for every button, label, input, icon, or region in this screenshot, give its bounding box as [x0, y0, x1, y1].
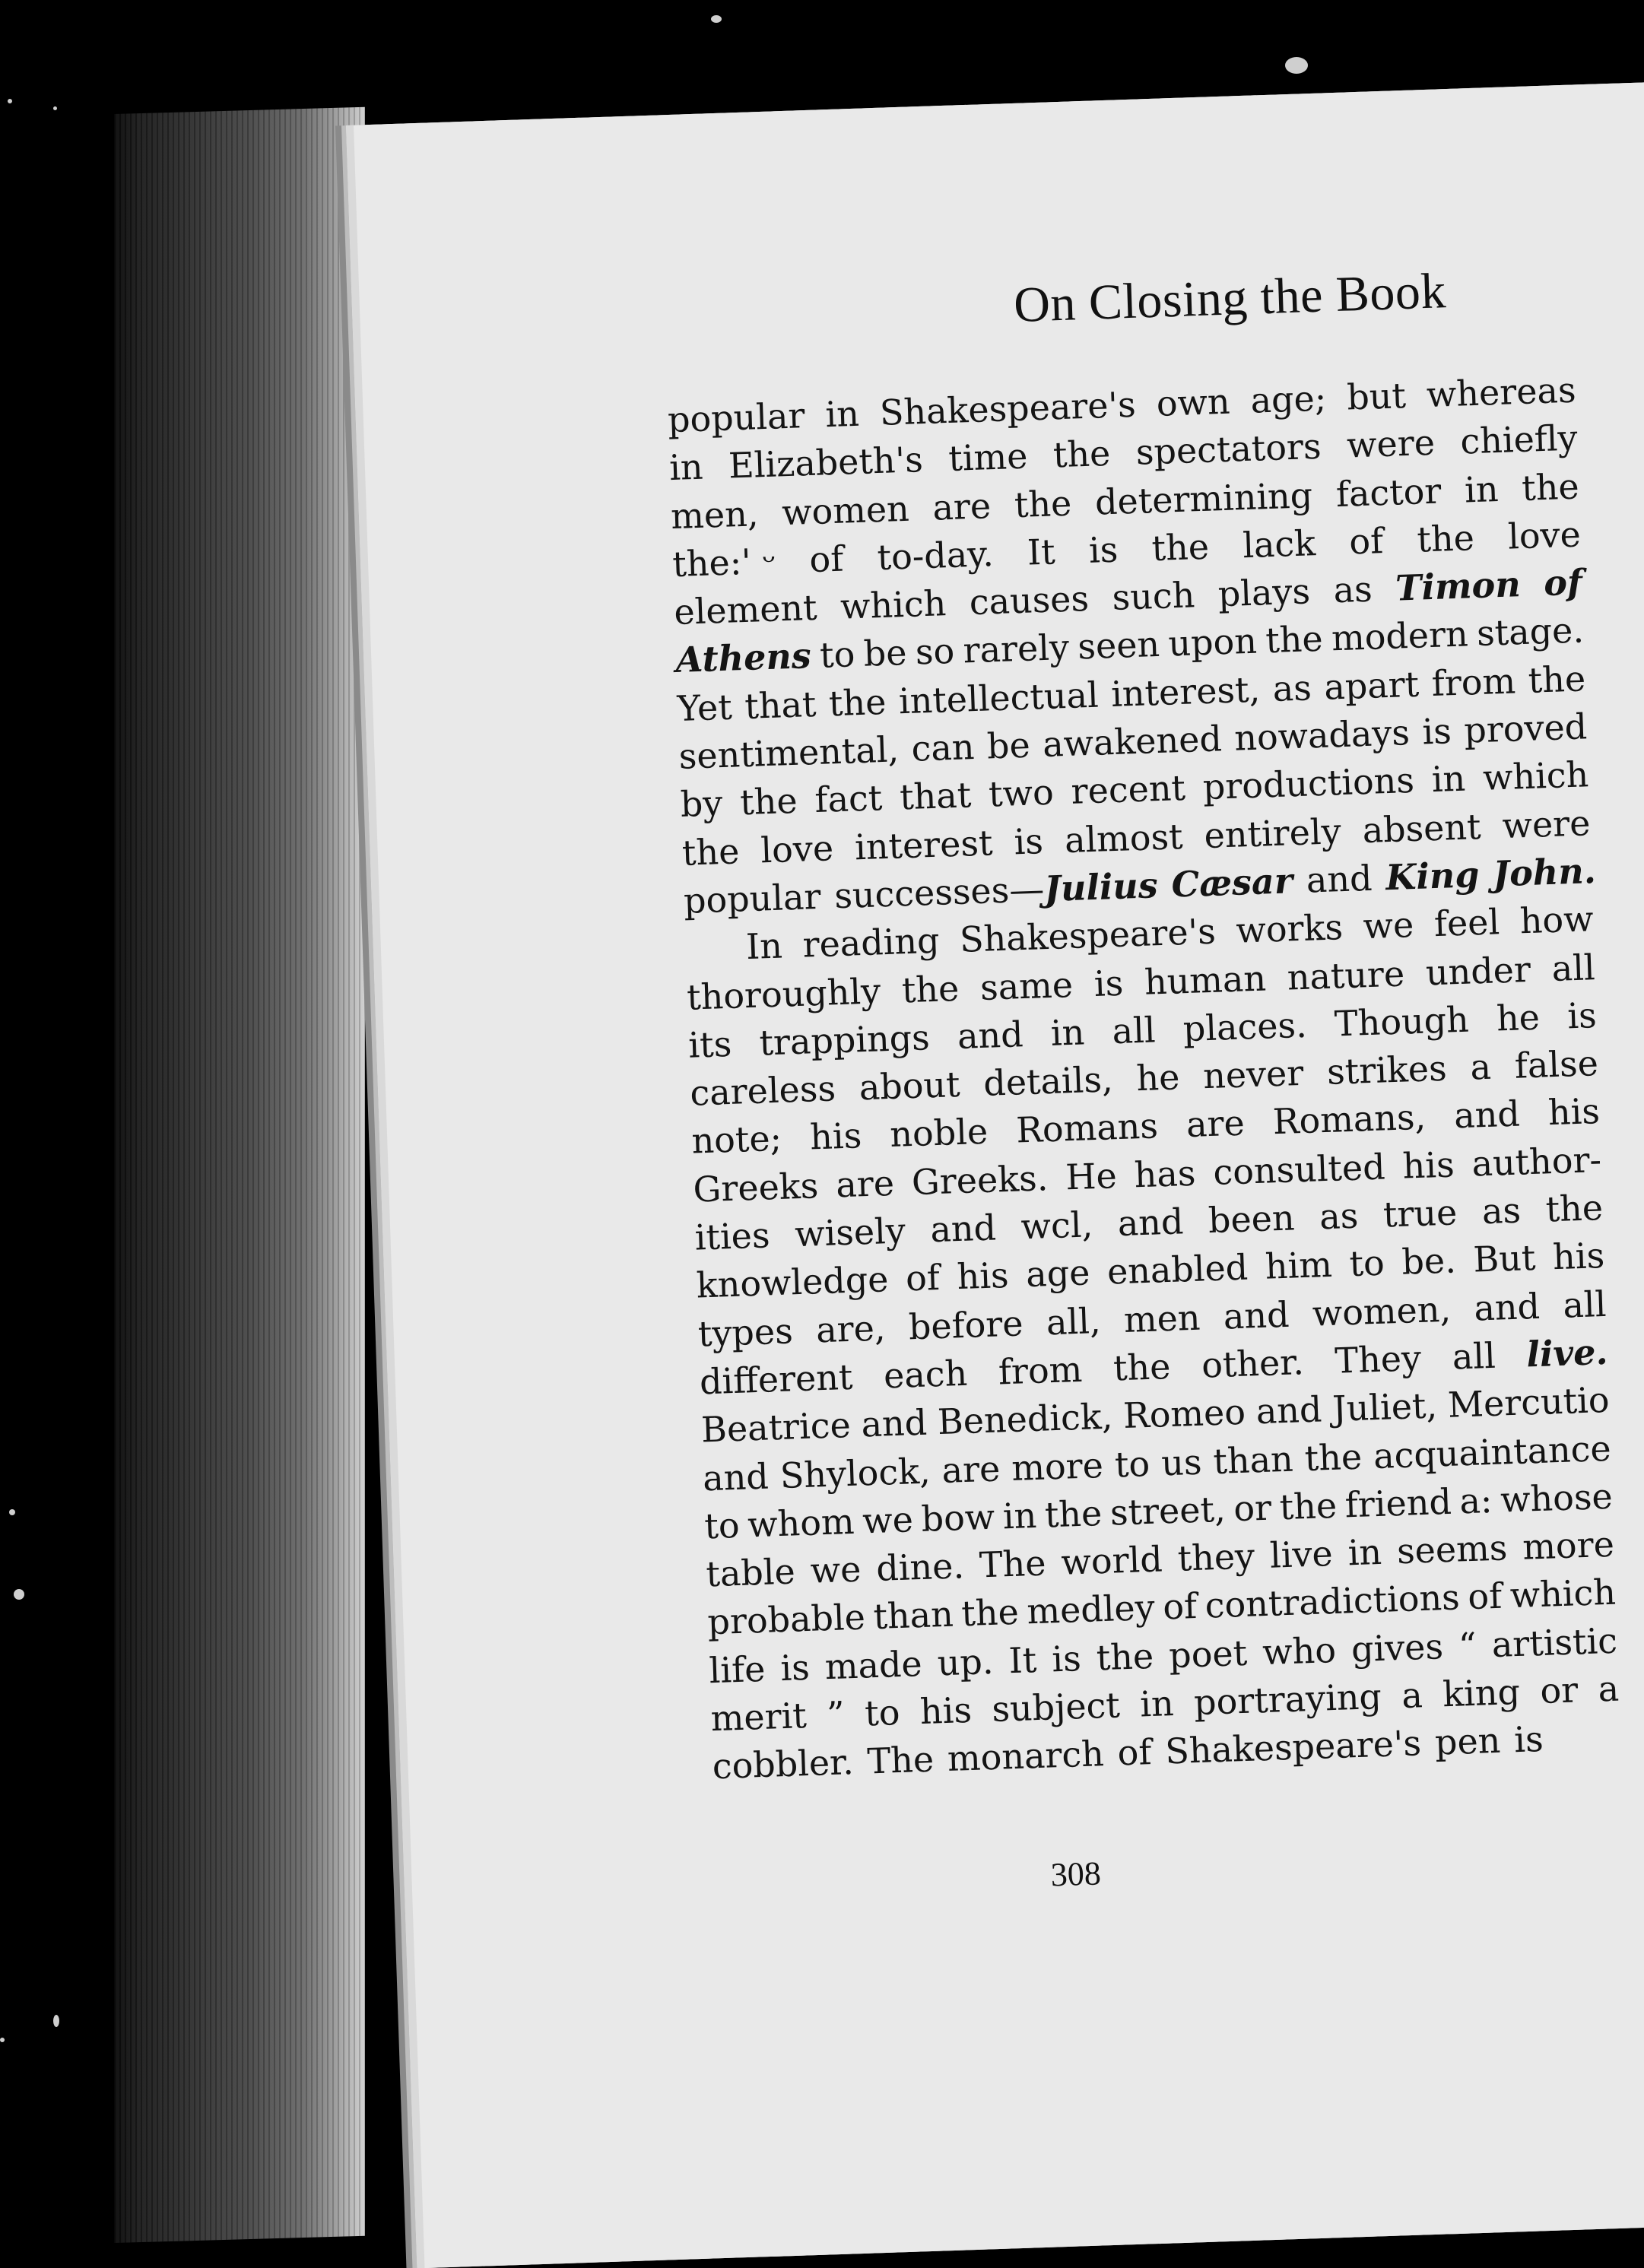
word: his — [1401, 1144, 1455, 1187]
word: subject — [991, 1684, 1121, 1730]
word: the — [739, 780, 798, 823]
word: which — [839, 582, 947, 627]
word: but — [1346, 374, 1407, 418]
word: a: — [1458, 1479, 1493, 1522]
word: be — [986, 724, 1031, 767]
word: interest, — [1110, 668, 1261, 715]
word: same — [979, 963, 1074, 1008]
word: they — [1176, 1535, 1255, 1579]
word: live — [1269, 1533, 1334, 1576]
word: types — [697, 1310, 794, 1355]
word: probable — [706, 1596, 866, 1643]
word: which — [1482, 753, 1590, 799]
word: note; — [690, 1118, 782, 1163]
word: sentimental, — [678, 728, 900, 778]
word: popular — [667, 395, 806, 441]
word: strikes — [1326, 1047, 1448, 1093]
word: who — [1262, 1629, 1337, 1673]
word: is — [1088, 528, 1119, 571]
word: poet — [1168, 1632, 1248, 1676]
word: table — [705, 1550, 796, 1595]
word: the — [1044, 1492, 1103, 1536]
word: of — [1543, 561, 1583, 604]
word: the — [1544, 1187, 1604, 1230]
word: we — [1362, 904, 1415, 947]
word: absent — [1361, 805, 1482, 851]
word: his — [956, 1255, 1010, 1298]
word: and — [1255, 1388, 1323, 1432]
word: consulted — [1212, 1146, 1386, 1193]
word: feel — [1433, 901, 1500, 945]
word: successes—Julius — [833, 864, 1159, 917]
word: as — [1481, 1189, 1522, 1232]
word: productions — [1201, 760, 1415, 808]
word: The — [979, 1542, 1047, 1586]
word: love — [760, 826, 834, 871]
word: Shakespeare's — [959, 910, 1217, 961]
word: live. — [1525, 1331, 1609, 1375]
word: awakened — [1042, 718, 1223, 766]
word: own — [1155, 380, 1231, 424]
word: a — [1469, 1045, 1492, 1088]
word: Elizabeth's — [728, 439, 924, 487]
word: and — [1222, 1293, 1290, 1337]
word: King — [1385, 854, 1481, 899]
word: Romans — [1015, 1105, 1159, 1151]
word: is — [1013, 820, 1044, 863]
word: which — [1509, 1572, 1617, 1616]
word: ities — [693, 1214, 771, 1258]
word: are — [941, 1447, 1001, 1491]
word: monarch — [947, 1733, 1105, 1780]
word: modern — [1331, 613, 1469, 659]
word: true — [1382, 1191, 1458, 1236]
word: street, — [1109, 1488, 1227, 1534]
word: contradictions — [1204, 1576, 1461, 1627]
word: the — [1527, 658, 1586, 701]
word: in — [824, 392, 860, 436]
word: women — [781, 487, 910, 533]
word: noble — [889, 1111, 989, 1156]
word: is — [1566, 994, 1598, 1037]
word: in — [1347, 1531, 1382, 1574]
word: Juliet, — [1331, 1385, 1438, 1430]
word: are — [931, 484, 992, 528]
word: to — [819, 633, 856, 677]
word: or — [1539, 1669, 1579, 1712]
word: love — [1507, 513, 1582, 557]
book-page-edges — [114, 107, 365, 2243]
word: He — [1065, 1154, 1118, 1198]
word: are — [1185, 1102, 1246, 1146]
running-head: On Closing the Book — [1013, 263, 1447, 333]
word: all — [1451, 1334, 1496, 1378]
word: him — [1264, 1244, 1333, 1288]
word: causes — [968, 578, 1090, 623]
word: two — [988, 772, 1055, 815]
word: its — [687, 1023, 733, 1066]
word: men, — [670, 492, 760, 537]
word: places. — [1182, 1004, 1308, 1049]
word: Though — [1334, 998, 1470, 1045]
word: never — [1202, 1052, 1305, 1097]
word: from — [998, 1348, 1084, 1393]
word: made — [824, 1642, 923, 1687]
word: each — [883, 1352, 969, 1397]
word: whom — [747, 1500, 855, 1546]
word: of — [1348, 519, 1384, 563]
word: be. — [1401, 1239, 1457, 1283]
word: of — [1162, 1585, 1198, 1628]
word: the — [960, 1591, 1020, 1635]
word: to — [703, 1504, 741, 1547]
word: in — [1050, 1011, 1086, 1054]
word: age; — [1249, 377, 1328, 421]
word: and — [957, 1013, 1024, 1057]
word: ” — [826, 1693, 846, 1736]
word: whereas — [1426, 369, 1577, 416]
word: is — [1421, 710, 1452, 753]
word: Romans, — [1271, 1096, 1427, 1143]
word: is — [1513, 1718, 1544, 1761]
word: as — [1332, 568, 1373, 611]
word: nowadays — [1233, 712, 1411, 759]
word: of — [1467, 1575, 1503, 1618]
word: time — [947, 435, 1029, 480]
word: were — [1501, 801, 1592, 846]
word: we — [809, 1548, 862, 1591]
word: seems — [1396, 1527, 1509, 1572]
word: Shakespeare's — [1164, 1722, 1422, 1772]
word: of — [1116, 1731, 1153, 1774]
word: Shakespeare's — [879, 383, 1137, 433]
word: dine. — [875, 1545, 965, 1590]
scan-speck — [14, 1589, 24, 1600]
word: determining — [1094, 474, 1313, 523]
word: men — [1123, 1296, 1201, 1340]
word: the — [828, 680, 887, 725]
word: reading — [801, 919, 941, 966]
word: Cæsar — [1170, 860, 1293, 906]
word: a — [1401, 1674, 1423, 1717]
word: all — [1562, 1283, 1608, 1326]
word: John. — [1492, 850, 1597, 895]
word: of — [808, 538, 845, 580]
word: author- — [1471, 1138, 1602, 1185]
word: artistic — [1490, 1619, 1618, 1665]
word: Greeks — [692, 1164, 820, 1210]
word: details, — [982, 1058, 1114, 1105]
word: gives — [1350, 1625, 1444, 1670]
word: how — [1519, 898, 1595, 942]
word: proved — [1463, 706, 1588, 751]
word: in — [1139, 1683, 1175, 1725]
word: that — [744, 683, 817, 727]
word: we — [862, 1499, 914, 1542]
word: the — [1265, 618, 1324, 661]
word: different — [699, 1356, 854, 1403]
word: popular — [683, 875, 822, 921]
word: the — [1416, 517, 1475, 560]
word: the — [681, 830, 741, 874]
word: so — [914, 630, 956, 674]
word: It — [1027, 531, 1056, 573]
word: wisely — [794, 1210, 906, 1255]
word: up. — [936, 1640, 995, 1684]
word: seen — [1077, 623, 1160, 668]
word: before — [908, 1302, 1024, 1347]
word: whose — [1500, 1475, 1614, 1521]
word: Yet — [676, 686, 733, 729]
word: rarely — [962, 626, 1070, 671]
word: a — [1597, 1667, 1620, 1710]
word: cobbler. — [711, 1741, 855, 1787]
word: to — [1348, 1242, 1385, 1285]
word: under — [1425, 948, 1531, 994]
word: he — [1496, 996, 1541, 1039]
scan-speck — [53, 106, 57, 110]
word: in — [1001, 1494, 1038, 1537]
word: Shylock, — [779, 1450, 931, 1496]
word: Timon — [1395, 563, 1522, 609]
word: are, — [815, 1307, 887, 1351]
word: But — [1472, 1237, 1537, 1280]
word: the — [1095, 1635, 1154, 1679]
word: all, — [1046, 1299, 1102, 1343]
word: from — [1430, 660, 1516, 704]
word: life — [708, 1648, 766, 1691]
word: his — [809, 1115, 863, 1158]
word: Beatrice — [700, 1404, 852, 1451]
word: be — [862, 632, 908, 675]
word: all — [1111, 1009, 1157, 1052]
scan-speck — [711, 15, 722, 23]
word: fact — [814, 777, 884, 821]
word: almost — [1064, 815, 1184, 861]
word: wcl, — [1020, 1204, 1093, 1248]
word: Athens — [674, 635, 812, 681]
word: to — [864, 1692, 901, 1734]
word: spectators — [1135, 426, 1322, 474]
word: to-day. — [876, 532, 995, 579]
word: They — [1334, 1337, 1422, 1381]
scan-speck — [9, 1509, 15, 1515]
word: factor — [1335, 470, 1442, 515]
word: knowledge — [695, 1258, 890, 1306]
word: careless — [689, 1067, 836, 1114]
word: of — [905, 1257, 941, 1299]
word: pen — [1434, 1720, 1502, 1763]
word: lack — [1242, 522, 1316, 566]
word: false — [1513, 1042, 1599, 1086]
word: plays — [1217, 570, 1311, 615]
word: and — [860, 1401, 928, 1445]
word: are — [835, 1162, 895, 1206]
word: the — [1303, 1435, 1363, 1479]
word: were — [1346, 422, 1436, 466]
word: or — [1233, 1486, 1272, 1530]
word: women, — [1311, 1288, 1452, 1334]
word: such — [1111, 574, 1196, 619]
word: medley — [1026, 1587, 1156, 1632]
word: been — [1208, 1197, 1296, 1242]
word: the:' ᵕ — [671, 540, 777, 585]
word: nature — [1286, 953, 1405, 998]
word: merit — [709, 1695, 808, 1740]
word: the — [1112, 1345, 1172, 1389]
scan-speck — [1285, 57, 1308, 74]
word: more — [1011, 1444, 1104, 1489]
word: he — [1135, 1056, 1181, 1099]
page-number: 308 — [1049, 1854, 1102, 1894]
word: and — [1473, 1285, 1541, 1329]
word: his — [1547, 1090, 1601, 1134]
word: and — [929, 1207, 997, 1251]
word: thoroughly — [686, 969, 881, 1018]
word: is — [1051, 1637, 1082, 1680]
word: his — [1552, 1235, 1605, 1278]
word: It — [1008, 1638, 1038, 1681]
word: and — [1116, 1201, 1185, 1245]
word: works — [1235, 906, 1344, 952]
word: portraying — [1193, 1676, 1382, 1724]
word: is — [779, 1646, 811, 1689]
word: the — [1052, 433, 1112, 476]
body-text — [667, 366, 1621, 1791]
word: about — [858, 1064, 961, 1109]
word: age — [1025, 1251, 1091, 1296]
word: stage. — [1476, 609, 1585, 655]
word: in — [1430, 758, 1467, 801]
word: world — [1060, 1538, 1163, 1583]
book-page — [346, 81, 1644, 2268]
word: and — [1453, 1093, 1521, 1137]
word: than — [1212, 1438, 1294, 1482]
word: is — [1093, 962, 1125, 1004]
scan-speck — [0, 2038, 5, 2042]
word: has — [1133, 1152, 1197, 1196]
word: upon — [1167, 620, 1258, 665]
word: element — [673, 587, 818, 633]
word: than — [872, 1594, 954, 1638]
word: us — [1160, 1441, 1203, 1483]
word: and — [702, 1455, 770, 1499]
word: recent — [1070, 767, 1186, 813]
word: all — [1550, 946, 1596, 989]
word: interest — [854, 822, 994, 868]
word: enabled — [1106, 1246, 1249, 1293]
word: human — [1144, 957, 1267, 1003]
word: Romeo — [1122, 1391, 1246, 1437]
word: can — [910, 726, 976, 769]
word: In — [745, 925, 783, 968]
scan-speck — [8, 99, 12, 103]
word: acquaintance — [1373, 1427, 1612, 1477]
word: chiefly — [1459, 417, 1579, 462]
word: by — [679, 782, 724, 826]
word: Benedick, — [937, 1395, 1114, 1443]
word: the — [901, 967, 960, 1010]
word: bow — [920, 1496, 995, 1540]
word: Greeks. — [911, 1156, 1049, 1203]
word: trappings — [758, 1017, 931, 1064]
word: king — [1442, 1670, 1521, 1715]
word: and — [1305, 857, 1373, 901]
word: more — [1522, 1523, 1615, 1568]
scan-speck — [53, 2015, 59, 2027]
word: the — [1521, 465, 1580, 509]
word: in — [668, 446, 704, 489]
word: the — [1150, 525, 1210, 569]
word: entirely — [1203, 810, 1342, 856]
word: as — [1319, 1194, 1360, 1238]
word: as — [1271, 667, 1312, 709]
word: other. — [1201, 1341, 1305, 1386]
word: the — [1278, 1484, 1338, 1528]
word: intellectual — [898, 674, 1100, 722]
word: his — [919, 1689, 973, 1733]
word: Mercutio — [1447, 1379, 1611, 1426]
word: the — [1014, 482, 1073, 525]
word: in — [1464, 468, 1500, 511]
word: friend — [1344, 1480, 1452, 1526]
word: “ — [1458, 1624, 1477, 1667]
word: that — [899, 774, 973, 818]
word: The — [866, 1738, 935, 1782]
word: to — [1114, 1442, 1150, 1485]
word: apart — [1323, 663, 1420, 708]
